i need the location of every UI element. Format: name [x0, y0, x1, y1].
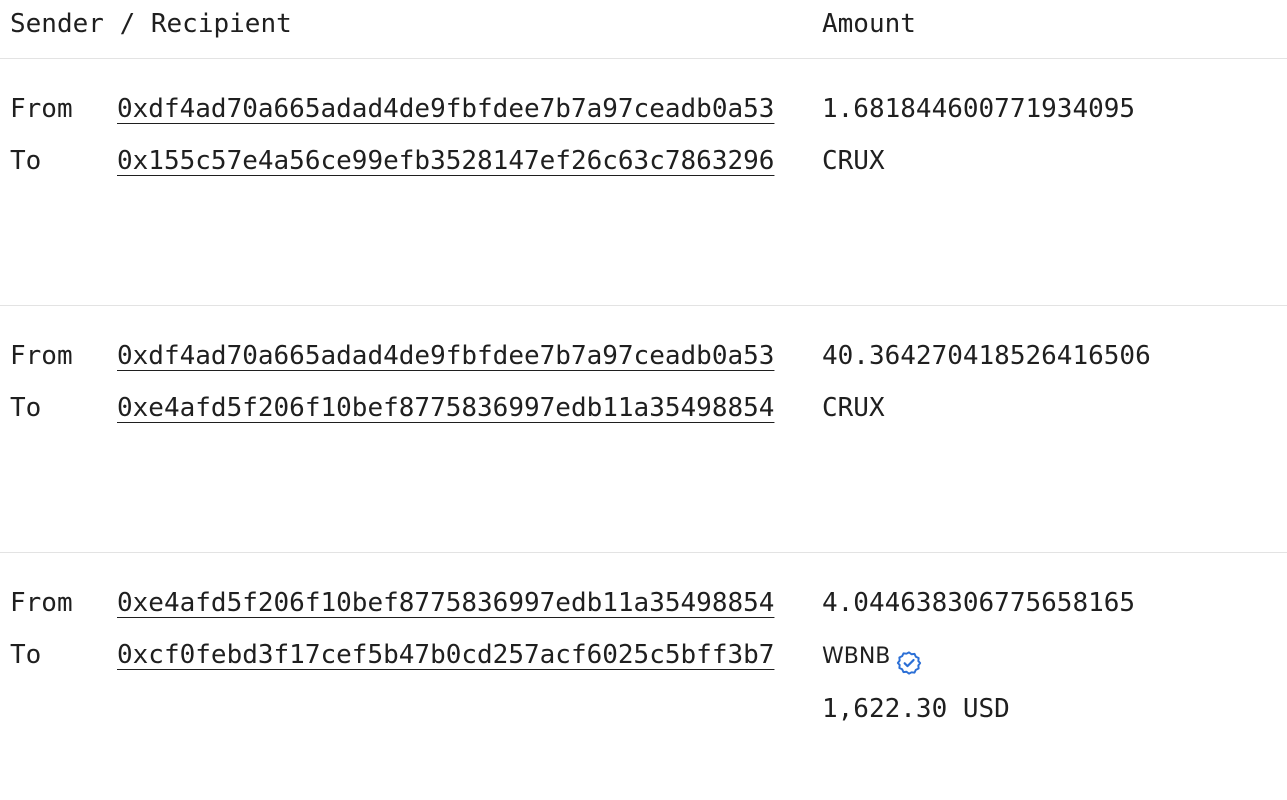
to-label: To [10, 146, 42, 176]
verified-badge-icon [896, 644, 922, 670]
sender-recipient-cell [0, 83, 822, 305]
from-pair [10, 83, 822, 135]
amount-value: 4.044638306775658165 [822, 588, 1136, 618]
to-pair [10, 135, 822, 187]
from-label: From [10, 94, 73, 124]
to-pair [10, 382, 822, 434]
to-label: To [10, 393, 42, 423]
usd-value: 1,622.30 USD [822, 694, 1010, 724]
to-address-link[interactable]: 0x155c57e4a56ce99efb3528147ef26c63c7863296 [117, 146, 775, 176]
from-label: From [10, 588, 73, 618]
token-symbol: WBNB [822, 644, 891, 669]
amount-value: 1.681844600771934095 [822, 94, 1136, 124]
amount-cell [822, 577, 1252, 800]
sender-recipient-cell [0, 330, 822, 552]
table-header [0, 0, 1287, 59]
header-amount: Amount [822, 9, 916, 39]
from-pair [10, 577, 822, 629]
from-address-link[interactable]: 0xe4afd5f206f10bef8775836997edb11a35498854 [117, 588, 775, 618]
table-row [0, 553, 1287, 800]
table-row [0, 306, 1287, 553]
sender-recipient-cell [0, 577, 822, 800]
from-address-link[interactable]: 0xdf4ad70a665adad4de9fbfdee7b7a97ceadb0a53 [117, 341, 775, 371]
token-symbol: CRUX [822, 146, 885, 176]
to-label: To [10, 640, 42, 670]
amount-cell [822, 330, 1252, 552]
table-row [0, 59, 1287, 306]
token-link[interactable] [822, 631, 922, 683]
to-pair [10, 629, 822, 681]
from-address-link[interactable]: 0xdf4ad70a665adad4de9fbfdee7b7a97ceadb0a53 [117, 94, 775, 124]
token-symbol: CRUX [822, 393, 885, 423]
from-pair [10, 330, 822, 382]
to-address-link[interactable]: 0xe4afd5f206f10bef8775836997edb11a35498854 [117, 393, 775, 423]
to-address-link[interactable]: 0xcf0febd3f17cef5b47b0cd257acf6025c5bff3b7 [117, 640, 775, 670]
amount-value: 40.364270418526416506 [822, 341, 1151, 371]
from-label: From [10, 341, 73, 371]
amount-cell [822, 83, 1252, 305]
header-sender-recipient: Sender / Recipient [10, 9, 292, 39]
